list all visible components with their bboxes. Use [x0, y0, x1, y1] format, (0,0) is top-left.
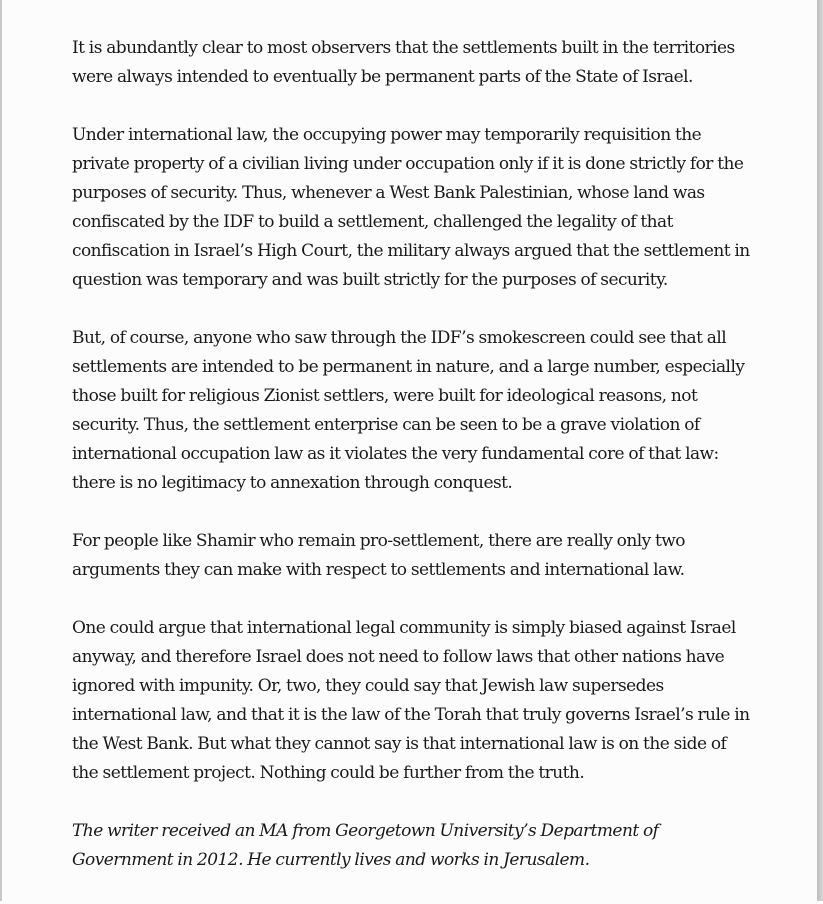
paragraph-3	[72, 324, 772, 498]
text-line: It is abundantly clear to most observers that the settlements built in the territories	[72, 38, 735, 58]
text-line: The writer received an MA from Georgetown University’s Department of	[72, 821, 659, 841]
text-line: international occupation law as it violates the very fundamental core of that law:	[72, 444, 719, 464]
text-line: confiscated by the IDF to build a settlement, challenged the legality of that	[72, 212, 673, 232]
paragraph-4	[72, 527, 772, 585]
text-line: those built for religious Zionist settlers, were built for ideological reasons, not	[72, 386, 698, 406]
paragraph-5	[72, 614, 772, 788]
text-line: there is no legitimacy to annexation through conquest.	[72, 473, 513, 493]
text-line: One could argue that international legal community is simply biased against Israel	[72, 618, 736, 638]
window-right-edge	[817, 0, 823, 901]
text-line: the West Bank. But what they cannot say is that international law is on the side of	[72, 734, 727, 754]
text-line: confiscation in Israel’s High Court, the military always argued that the settlement in	[72, 241, 750, 261]
text-line: were always intended to eventually be permanent parts of the State of Israel.	[72, 67, 693, 87]
text-line: security. Thus, the settlement enterprise can be seen to be a grave violation of	[72, 415, 700, 435]
text-line: purposes of security. Thus, whenever a West Bank Palestinian, whose land was	[72, 183, 705, 203]
text-line: Under international law, the occupying power may temporarily requisition the	[72, 125, 702, 145]
text-line: question was temporary and was built strictly for the purposes of security.	[72, 270, 668, 290]
article-body	[72, 34, 772, 904]
text-line: the settlement project. Nothing could be further from the truth.	[72, 763, 585, 783]
text-line: Government in 2012. He currently lives and works in Jerusalem.	[72, 850, 590, 870]
text-line: ignored with impunity. Or, two, they could say that Jewish law supersedes	[72, 676, 664, 696]
text-line: For people like Shamir who remain pro-settlement, there are really only two	[72, 531, 685, 551]
text-line: But, of course, anyone who saw through the IDF’s smokescreen could see that all	[72, 328, 727, 348]
text-line: anyway, and therefore Israel does not need to follow laws that other nations have	[72, 647, 725, 667]
paragraph-2	[72, 121, 772, 295]
text-line: private property of a civilian living under occupation only if it is done strictly for the	[72, 154, 744, 174]
page-left-border	[0, 0, 2, 901]
text-line: international law, and that it is the law of the Torah that truly governs Israel’s rule in	[72, 705, 750, 725]
text-line: arguments they can make with respect to settlements and international law.	[72, 560, 685, 580]
paragraph-1	[72, 34, 772, 92]
text-line: settlements are intended to be permanent in nature, and a large number, especially	[72, 357, 745, 377]
author-bio	[72, 817, 772, 875]
